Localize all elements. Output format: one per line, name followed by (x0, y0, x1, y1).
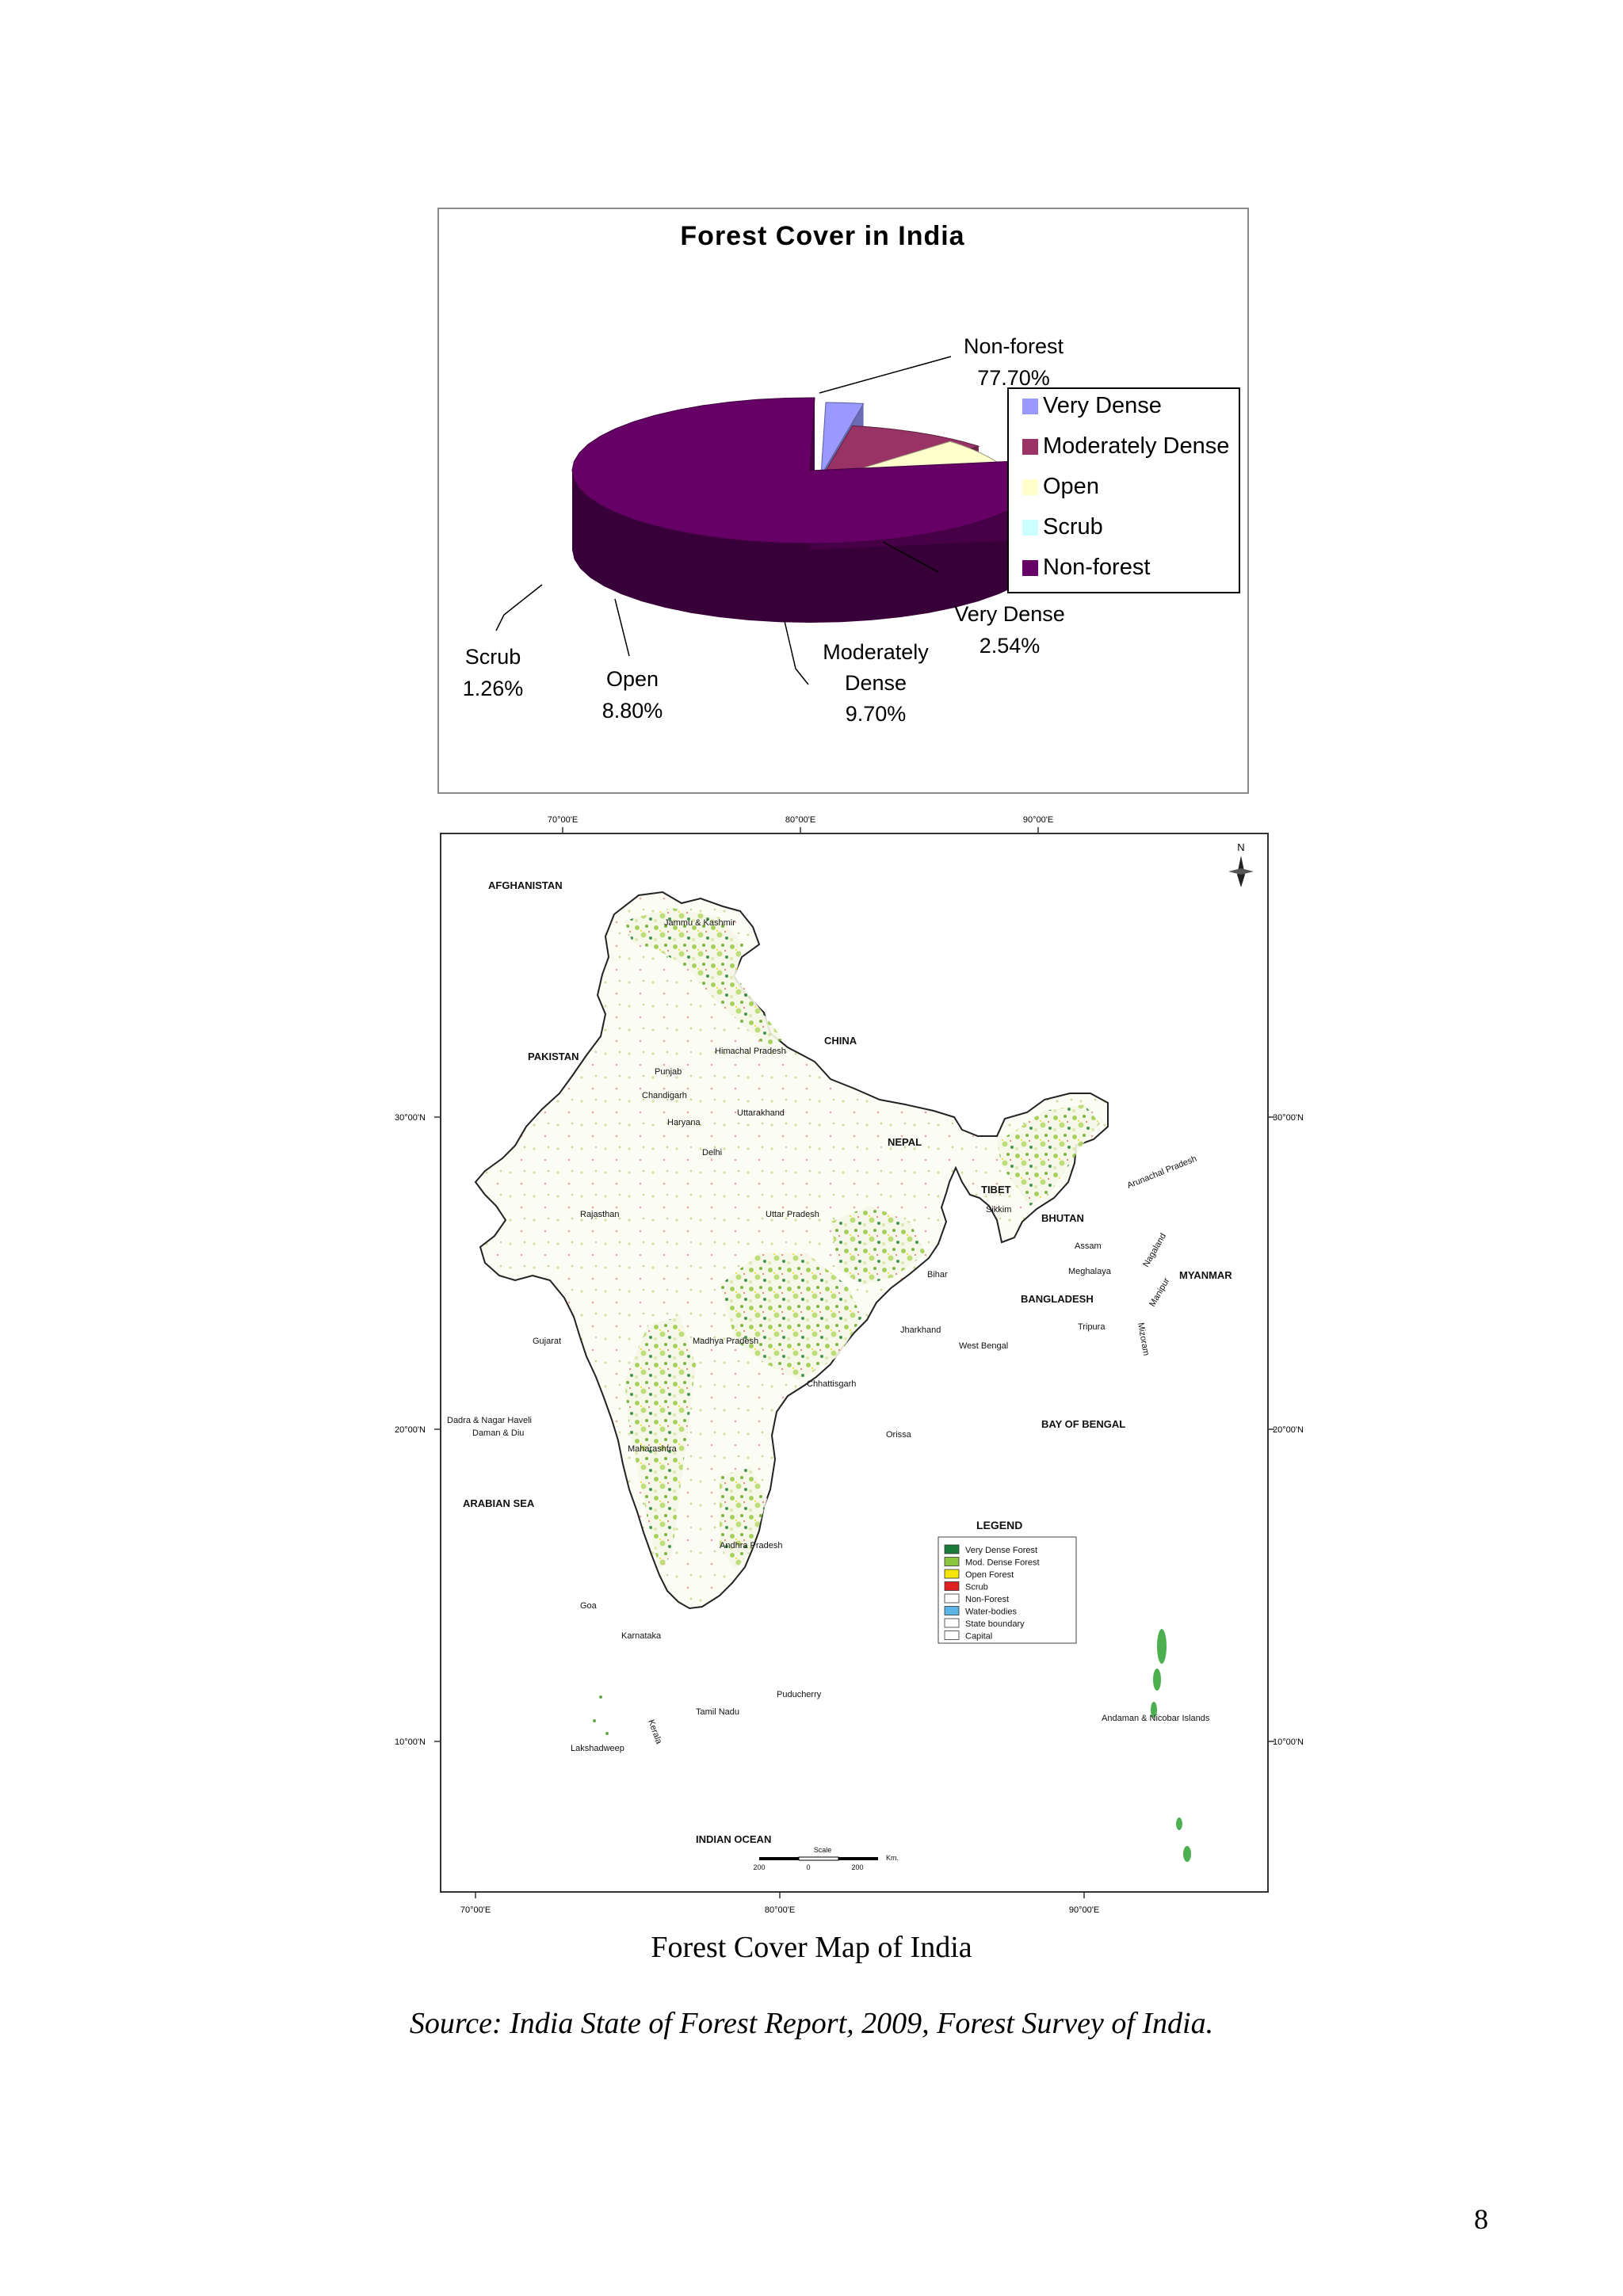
scale-segment (838, 1857, 878, 1860)
callout-value: 2.54% (979, 634, 1041, 658)
state-label: Uttar Pradesh (766, 1210, 819, 1219)
map-legend (938, 1519, 1076, 1643)
map-caption: Forest Cover Map of India (651, 1931, 972, 1964)
state-label: Madhya Pradesh (693, 1337, 759, 1346)
country-tibet: TIBET (981, 1184, 1011, 1196)
legend-swatch (1022, 479, 1038, 495)
callout-label: Moderately (823, 640, 929, 664)
callout-nonforest (819, 334, 1064, 393)
leader-line (785, 621, 808, 685)
lat-label-left: 20°00'N (395, 1425, 426, 1435)
map-legend-swatch (945, 1545, 959, 1554)
map-frame (441, 833, 1268, 1892)
state-label: Tamil Nadu (696, 1707, 740, 1717)
lat-label-right: 10°00'N (1273, 1737, 1304, 1747)
slice-top (572, 398, 1048, 543)
lon-label-bottom: 80°00'E (764, 1905, 796, 1915)
callout-label: Non-forest (963, 334, 1064, 358)
country-myanmar: MYANMAR (1179, 1269, 1232, 1281)
map-legend-label: Non-Forest (965, 1595, 1010, 1604)
map-legend-label: Mod. Dense Forest (965, 1558, 1040, 1568)
map-legend-label: State boundary (965, 1619, 1025, 1629)
callout-moddense (785, 621, 929, 726)
legend-label: Non-forest (1043, 555, 1151, 580)
map-legend-label: Water-bodies (965, 1607, 1018, 1617)
state-label: Tripura (1078, 1322, 1106, 1332)
leader-line (819, 357, 951, 393)
state-label: Kerala (646, 1718, 664, 1745)
callout-scrub (463, 585, 542, 700)
country-bangladesh: BANGLADESH (1021, 1293, 1094, 1305)
map-legend-label: Scrub (965, 1582, 988, 1592)
state-label: Andaman & Nicobar Islands (1102, 1714, 1210, 1723)
chart-legend (1008, 388, 1239, 593)
state-label: Manipur (1148, 1276, 1172, 1309)
country-afghanistan: AFGHANISTAN (488, 879, 563, 891)
callout-value: 8.80% (601, 699, 663, 723)
callout-label: Scrub (464, 645, 521, 669)
map-legend-swatch (945, 1619, 959, 1627)
lat-label-right: 30°00'N (1273, 1113, 1304, 1123)
scale-tick: 200 (753, 1863, 766, 1871)
leader-line (615, 599, 629, 656)
map-legend-title: LEGEND (976, 1519, 1023, 1531)
legend-label: Scrub (1043, 514, 1103, 540)
pie-chart-panel (437, 208, 1249, 794)
state-label: Jharkhand (900, 1325, 941, 1335)
state-label: Himachal Pradesh (715, 1047, 786, 1056)
state-label: Haryana (667, 1118, 701, 1127)
state-label: Goa (580, 1601, 597, 1611)
callout-value: 77.70% (977, 366, 1050, 390)
state-label: Uttarakhand (737, 1108, 785, 1118)
state-label: Assam (1075, 1241, 1102, 1251)
country-pakistan: PAKISTAN (528, 1051, 579, 1062)
arabian-sea-label: ARABIAN SEA (463, 1497, 535, 1509)
state-label: Dadra & Nagar Haveli (447, 1416, 532, 1425)
map-svg (387, 810, 1304, 1919)
state-label: Chandigarh (642, 1091, 687, 1100)
bay-of-bengal-label: BAY OF BENGAL (1041, 1418, 1126, 1430)
state-label: Gujarat (533, 1337, 562, 1346)
country-bhutan: BHUTAN (1041, 1212, 1084, 1224)
map-legend-swatch (945, 1607, 959, 1615)
scale-title: Scale (813, 1846, 832, 1854)
scale-unit: Km. (886, 1854, 899, 1862)
lon-label-top: 80°00'E (785, 815, 816, 825)
state-label: Chhattisgarh (807, 1379, 857, 1389)
callout-value: 1.26% (462, 677, 524, 700)
map-legend-label: Open Forest (965, 1570, 1014, 1580)
legend-swatch (1022, 520, 1038, 536)
scale-segment (759, 1857, 799, 1860)
lat-label-left: 30°00'N (395, 1113, 426, 1123)
callout-value: 9.70% (845, 702, 907, 726)
legend-label: Open (1043, 474, 1099, 499)
map-legend-label: Capital (965, 1631, 993, 1642)
lon-label-bottom: 70°00'E (460, 1905, 491, 1915)
callout-label: Very Dense (954, 602, 1065, 626)
pie-chart (439, 209, 1251, 795)
map-legend-swatch (945, 1631, 959, 1640)
scale-tick: 200 (851, 1863, 864, 1871)
state-label: Punjab (655, 1067, 682, 1077)
map-legend-swatch (945, 1569, 959, 1578)
lon-label-bottom: 90°00'E (1068, 1905, 1100, 1915)
pie-slice-non-forest (572, 398, 1048, 623)
state-label: Bihar (927, 1270, 948, 1280)
lat-label-right: 20°00'N (1273, 1425, 1304, 1435)
map-legend-swatch (945, 1582, 959, 1591)
state-label: Lakshadweep (571, 1744, 624, 1753)
country-china: CHINA (824, 1035, 857, 1047)
state-label: Maharashtra (628, 1444, 677, 1454)
map-legend-swatch (945, 1594, 959, 1603)
legend-label: Very Dense (1043, 393, 1162, 418)
country-nepal: NEPAL (888, 1136, 922, 1148)
callout-label: Open (605, 667, 659, 691)
lat-label-left: 10°00'N (395, 1737, 426, 1747)
indian-ocean-label: INDIAN OCEAN (696, 1833, 772, 1845)
state-label: Delhi (702, 1148, 723, 1158)
scale-segment (799, 1857, 838, 1860)
source-caption: Source: India State of Forest Report, 2009, Forest Survey of India. (409, 2007, 1214, 2040)
callout-open (602, 599, 663, 723)
state-label: Orissa (886, 1430, 911, 1440)
state-label: Sikkim (986, 1205, 1012, 1215)
leader-line (496, 585, 542, 631)
map-legend-swatch (945, 1558, 959, 1566)
state-label: Karnataka (621, 1631, 662, 1641)
page-number: 8 (1474, 2203, 1488, 2235)
state-label: Jammu & Kashmir (664, 918, 735, 928)
callout-label: Dense (844, 671, 907, 695)
legend-swatch (1022, 399, 1038, 414)
state-label: Rajasthan (580, 1210, 620, 1219)
state-label: Nagaland (1141, 1231, 1169, 1269)
state-label: Puducherry (777, 1690, 822, 1699)
state-label: Andhra Pradesh (720, 1541, 783, 1550)
state-label: Mizoram (1136, 1322, 1151, 1357)
map-legend-label: Very Dense Forest (965, 1546, 1038, 1555)
state-label: Meghalaya (1068, 1267, 1111, 1276)
forest-cover-map (387, 810, 1304, 1919)
state-label: West Bengal (959, 1341, 1009, 1351)
state-label: Arunachal Pradesh (1125, 1154, 1198, 1191)
scale-tick: 0 (806, 1863, 811, 1871)
pie-slices (572, 398, 1048, 623)
chart-title: Forest Cover in India (680, 221, 965, 251)
legend-label: Moderately Dense (1043, 433, 1230, 459)
north-label: N (1237, 841, 1245, 853)
legend-swatch (1022, 439, 1038, 455)
lon-label-top: 90°00'E (1022, 815, 1054, 825)
state-label: Daman & Diu (472, 1428, 525, 1438)
legend-swatch (1022, 560, 1038, 576)
lon-label-top: 70°00'E (547, 815, 579, 825)
